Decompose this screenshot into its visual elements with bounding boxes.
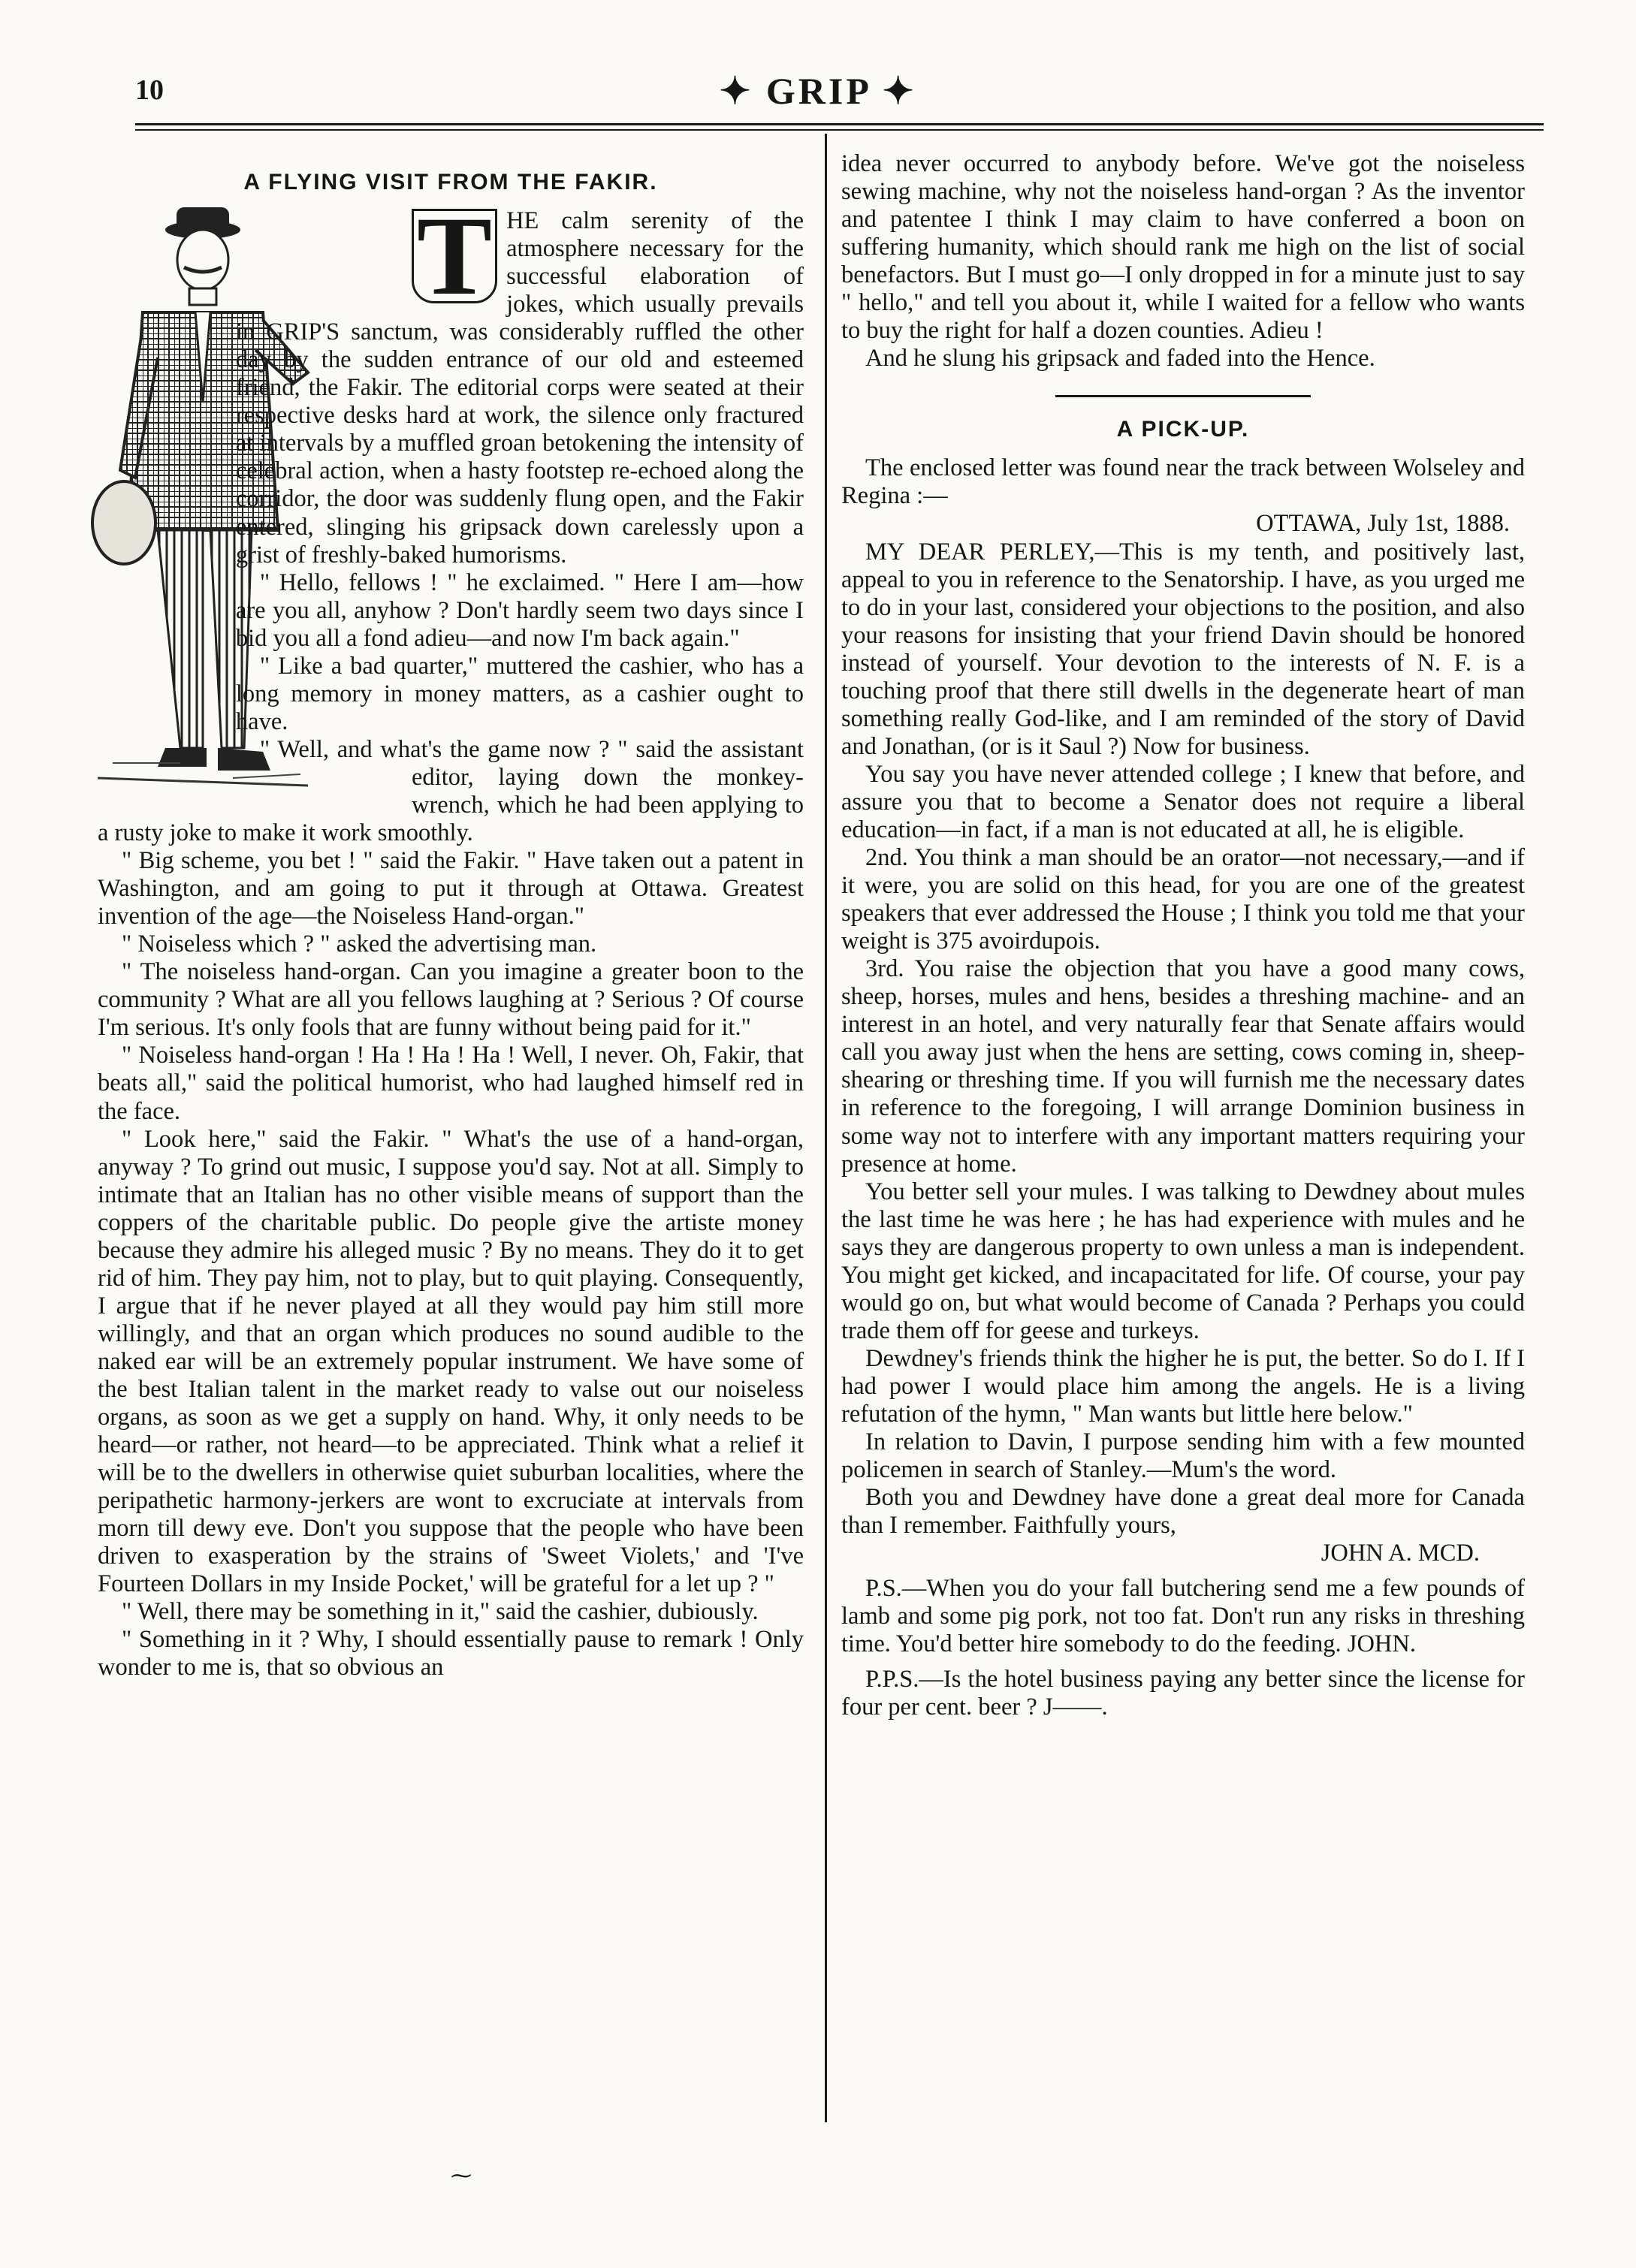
header-rule xyxy=(135,123,1544,125)
pickup-intro: The enclosed letter was found near the track between Wolseley and Regina :— xyxy=(841,454,1525,510)
masthead: ✦ GRIP ✦ xyxy=(719,70,917,112)
fakir-para: " Noiseless which ? " asked the advertising man. xyxy=(122,930,597,958)
article-title-pickup: A PICK-UP. xyxy=(1116,417,1250,442)
page-flourish-ornament: ⁓ xyxy=(451,2164,472,2188)
letter-para: 3rd. You raise the objection that you have a good many cows, sheep, horses, mules and hens, besides a threshing machine- and an interest in an hotel, and very naturally fear that Senate affairs would call you away just when the hens are setting, cows coming in, sheep-shearing or threshing time. If you will furnish me the necessary dates in reference to the foregoing, I will arrange Dominion business in some way not to interfere with any important matters requiring your presence at home. xyxy=(841,955,1525,1178)
fakir-para: " Big scheme, you bet ! " said the Fakir. " Have taken out a patent in Washington, and am going to put it through at Ottawa. Greatest invention of the age—the Noiseless Hand-organ." xyxy=(98,847,804,930)
letter-para: Both you and Dewdney have done a great deal more for Canada than I remember. Faithfully yours, xyxy=(841,1484,1525,1540)
letter-para: MY DEAR PERLEY,—This is my tenth, and positively last, appeal to you in reference to the Senatorship. I have, as you urged me to do in your last, considered your objections to the position, and also your reasons for insisting that your friend Davin should be honored instead of yourself. Your devotion to the interests of N. F. is a touching proof that there still dwells in the degenerate heart of man something really God-like, and I am reminded of the story of David and Jonathan, (or is it Saul ?) Now for business. xyxy=(841,538,1525,760)
fakir-ending: And he slung his gripsack and faded into the Hence. xyxy=(865,345,1375,372)
fakir-continued: idea never occurred to anybody before. We've got the noiseless sewing machine, why not the noiseless hand-organ ? As the inventor and patentee I think I may claim to have conferred a boon on suffering humanity, which should rank me high on the list of social benefactors. But I must go—I only dropped in for a minute just to say " hello," and tell you about it, while I waited for a fellow who wants to buy the right for half a dozen counties. Adieu ! xyxy=(841,150,1525,345)
letter-second-postscript: P.P.S.—Is the hotel business paying any better since the license for four per cent. beer ? J——. xyxy=(841,1666,1525,1721)
letter-para: You say you have never attended college ; I knew that before, and assure you that to become a Senator does not require a liberal education—in fact, if a man is not educated at all, he is eligible. xyxy=(841,760,1525,843)
fakir-para: " Like a bad quarter," muttered the cashier, who has a long memory in money matters, as a cashier ought to have. xyxy=(235,652,804,735)
section-separator xyxy=(1055,395,1311,397)
letter-para: You better sell your mules. I was talking to Dewdney about mules the last time he was here ; he has had experience with mules and he says they are dangerous property to own unless a man is independent. You might get kicked, and incapacitated for life. Of course, your pay would go on, but what would become of Canada ? Perhaps you could trade them off for geese and turkeys. xyxy=(841,1178,1525,1344)
letter-signature: JOHN A. MCD. xyxy=(1321,1540,1480,1567)
fakir-para: " Noiseless hand-organ ! Ha ! Ha ! Ha ! Well, I never. Oh, Fakir, that beats all," said the political humorist, who had laughed himself red in the face. xyxy=(98,1042,804,1125)
fakir-para: " Look here," said the Fakir. " What's the use of a hand-organ, anyway ? To grind out music, I suppose you'd say. Not at all. Simply to intimate that an Italian has no other visible means of support than the coppers of the charitable public. Do people give the artiste money because they admire his alleged music ? By no means. They do it to get rid of him. They pay him, not to play, but to quit playing. Consequently, I argue that if he never played at all they would pay him still more willingly, and that an organ which produces no sound audible to the naked ear will be an extremely popular instrument. We have some of the best Italian talent in the market ready to valse out our noiseless organs, as soon as we get a supply on hand. Why, it only needs to be heard—or rather, not heard—to be appreciated. Think what a relief it will be to the dwellers in otherwise quiet suburban localities, where the peripathetic harmony-jerkers are wont to excruciate at intervals from morn till dewy eve. Don't you suppose that the people who have been driven to exasperation by the strains of 'Sweet Violets,' and 'I've Fourteen Dollars in my Inside Pocket,' will be grateful for a let up ? " xyxy=(98,1125,804,1598)
fakir-para: " Hello, fellows ! " he exclaimed. " Here I am—how are you all, anyhow ? Don't hardly seem two days since I bid you all a fond adieu—and now I'm back again." xyxy=(235,569,804,652)
letter-postscript: P.S.—When you do your fall butchering send me a few pounds of lamb and some pig pork, not too fat. Don't run any risks in threshing time. You'd better hire somebody to do the feeding. JOHN. xyxy=(841,1575,1525,1658)
left-column xyxy=(98,150,804,1681)
fakir-para: " Something in it ? Why, I should essentially pause to remark ! Only wonder to me is, that so obvious an xyxy=(98,1626,804,1681)
fakir-para: " The noiseless hand-organ. Can you imagine a greater boon to the community ? What are all you fellows laughing at ? Serious ? Of course I'm serious. It's only fools that are funny without being paid for it." xyxy=(98,958,804,1042)
header-rule-thin xyxy=(135,129,1544,131)
column-divider xyxy=(825,134,827,2122)
right-column xyxy=(841,150,1525,1721)
page-number: 10 xyxy=(135,74,164,106)
fakir-para: " Well, there may be something in it," said the cashier, dubiously. xyxy=(122,1598,759,1626)
dropcap: T xyxy=(412,209,497,303)
article-title-fakir: A FLYING VISIT FROM THE FAKIR. xyxy=(243,170,658,195)
letter-para: 2nd. You think a man should be an orator—not necessary,—and if it were, you are solid on this head, for you are one of the greatest speakers that ever addressed the House ; I think you told me that your weight is 375 avoirdupois. xyxy=(841,844,1525,955)
fakir-para: " Well, and what's the game now ? " said the assistant editor, laying down the monkey-wrench, which he had been applying to a rusty joke to make it work smoothly. xyxy=(98,735,804,847)
fakir-para-1-text: HE calm serenity of the atmosphere necessary for the successful elaboration of jokes, which usually prevails in GRIP'S sanctum, was considerably ruffled the other day by the sudden entrance of our old and esteemed friend, the Fakir. The editorial corps were seated at their respective desks hard at work, the silence only fractured at intervals by a muffled groan betokening the intensity of celebral action, when a hasty footstep re-echoed along the corridor, the door was suddenly flung open, and the Fakir entered, slinging his gripsack down carelessly upon a grist of freshly-baked humorisms. xyxy=(235,207,804,569)
letter-para: Dewdney's friends think the higher he is put, the better. So do I. If I had power I would place him among the angels. He is a living refutation of the hymn, " Man wants but little here below." xyxy=(841,1344,1525,1428)
letter-dateline: OTTAWA, July 1st, 1888. xyxy=(1256,510,1510,538)
letter-para: In relation to Davin, I purpose sending him with a few mounted policemen in search of Stanley.—Mum's the word. xyxy=(841,1428,1525,1484)
